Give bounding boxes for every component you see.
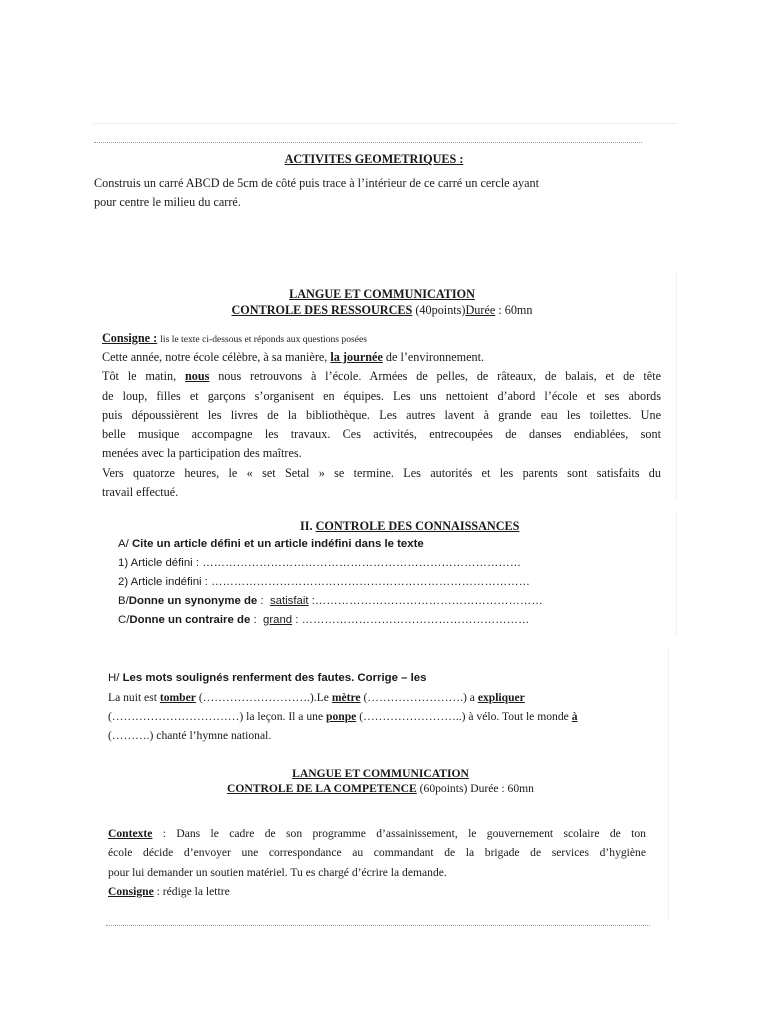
contexte-line-1: [108, 824, 646, 843]
geometry-section: [94, 152, 654, 167]
fautes-row-2: [108, 707, 633, 726]
fautes-heading: [108, 669, 633, 688]
separator-bottom: [106, 925, 650, 926]
question-c-label: Donne un contraire de: [129, 614, 251, 626]
text-l1-bold: la journée: [330, 350, 383, 364]
geometry-line-1: Construis un carré ABCD de 5cm de côté puis trace à l’intérieur de ce carré un cercle ayant: [94, 176, 539, 190]
question-a: [118, 535, 638, 554]
question-b-colon: :: [260, 595, 264, 607]
fautes-word-ponpe: ponpe: [326, 710, 357, 723]
scan-edge-right-2: [676, 512, 677, 636]
fautes-word-tomber: tomber: [159, 691, 196, 704]
question-c-dots: : ……………………………………………………: [295, 614, 530, 626]
fautes-r2-b: (……………………..) à vélo. Tout le monde: [359, 710, 569, 723]
scan-edge-top: [92, 123, 677, 124]
competence-subtitle: CONTROLE DE LA COMPETENCE: [227, 782, 417, 795]
fautes-r1-b: (……………………….).Le: [198, 691, 329, 704]
competence-subtitle-line: [98, 781, 663, 796]
competence-consigne-label: Consigne: [108, 884, 154, 898]
text-line-7: Vers quatorze heures, le « set Setal » se termine. Les autorités et les parents sont satisfaits du: [102, 465, 661, 480]
competence-title: LANGUE ET COMMUNICATION: [292, 767, 469, 780]
consigne-text: lis le texte ci-dessous et réponds aux questions posées: [160, 334, 368, 345]
text-line-2: [102, 367, 661, 386]
ressources-subtitle: CONTROLE DES RESSOURCES: [231, 303, 413, 317]
competence-text-block: [108, 824, 646, 901]
competence-rest: (60points) Durée : 60mn: [419, 782, 534, 795]
connaissances-num: II.: [300, 519, 313, 533]
text-line-4: puis dépoussièrent les livres de la bibliothèque. Les autres lavent à grande eau les toilettes. Une: [102, 407, 661, 422]
question-c: [118, 611, 638, 630]
ressources-header: [102, 286, 662, 318]
fautes-word-a: à: [571, 710, 578, 723]
question-b-dots: :……………………………………………………: [311, 595, 543, 607]
fautes-word-expliquer: expliquer: [477, 691, 525, 704]
scan-edge-right-1: [676, 272, 677, 500]
fautes-instruction: Les mots soulignés renferment des fautes. Corrige – les: [122, 672, 427, 684]
text-l1-pre: Cette année, notre école célèbre, à sa manière,: [102, 350, 328, 364]
ressources-duree-label: Durée: [465, 303, 496, 317]
text-l2-bold: nous: [184, 369, 210, 384]
question-c-word: grand: [262, 614, 293, 626]
question-c-prefix: C/: [118, 614, 130, 626]
geometry-instructions: [94, 174, 654, 212]
competence-consigne-text: : rédige la lettre: [156, 884, 230, 898]
fautes-prefix: H/: [108, 672, 120, 684]
answer-a2: 2) Article indéfini : …………………………………………………………………………: [118, 576, 531, 588]
fautes-r1-c: (…………………….) a: [363, 691, 475, 704]
question-a-prefix: A/: [118, 538, 129, 550]
question-b: [118, 592, 638, 611]
fautes-section: [108, 669, 633, 745]
fautes-word-metre: mètre: [331, 691, 361, 704]
competence-consigne: [108, 882, 646, 901]
ressources-subtitle-line: [102, 302, 662, 318]
ressources-text-block: [102, 330, 661, 502]
geometry-title: ACTIVITES GEOMETRIQUES :: [284, 152, 464, 166]
contexte-label: Contexte: [108, 827, 153, 840]
text-line-3: de loup, filles et garçons s’organisent en équipes. Les uns nettoient d’abord l’école et ses abords: [102, 388, 661, 403]
geometry-line-2: pour centre le milieu du carré.: [94, 195, 241, 209]
connaissances-questions: [118, 535, 638, 630]
consigne-label: Consigne :: [102, 331, 158, 345]
text-l2-pre: Tôt le matin,: [102, 369, 177, 384]
connaissances-title: CONTROLE DES CONNAISSANCES: [315, 519, 520, 533]
question-b-label: Donne un synonyme de: [128, 595, 258, 607]
consigne-line: [102, 330, 661, 348]
scan-edge-right-3: [668, 648, 669, 918]
text-line-8: travail effectué.: [102, 485, 179, 500]
fautes-r1-a: La nuit est: [108, 691, 157, 704]
connaissances-title-line: [300, 519, 519, 534]
separator-top: [94, 142, 642, 143]
text-line-1: [102, 348, 661, 367]
question-c-colon: :: [253, 614, 257, 626]
question-b-word: satisfait: [269, 595, 309, 607]
text-line-6: menées avec la participation des maîtres.: [102, 446, 302, 461]
ressources-points: (40points): [415, 303, 466, 317]
competence-header: [98, 766, 663, 796]
text-line-5: belle musique accompagne les travaux. Ces activités, entrecoupées de danses endiablées, sont: [102, 427, 661, 442]
contexte-c1: : Dans le cadre de son programme d’assainissement, le gouvernement scolaire de ton: [162, 827, 646, 840]
ressources-duree-value: : 60mn: [498, 303, 533, 317]
question-b-prefix: B/: [118, 595, 129, 607]
text-l1-post: de l’environnement.: [385, 350, 485, 364]
answer-a1: 1) Article défini : …………………………………………………………………………: [118, 557, 522, 569]
fautes-row-1: [108, 688, 633, 707]
contexte-line-3: pour lui demander un soutien matériel. Tu es chargé d’écrire la demande.: [108, 865, 447, 879]
fautes-row-3: (……….) chanté l’hymne national.: [108, 729, 272, 742]
ressources-title: LANGUE ET COMMUNICATION: [289, 287, 475, 301]
question-a-text: Cite un article défini et un article indéfini dans le texte: [131, 538, 424, 550]
fautes-r2-a: (……………………………) la leçon. Il a une: [108, 710, 324, 723]
contexte-line-2: école décide d’envoyer une correspondance au commandant de la brigade de services d’hygiène: [108, 846, 646, 860]
text-l2-post: nous retrouvons à l’école. Armées de pelles, de râteaux, de balais, et de tête: [218, 369, 661, 384]
